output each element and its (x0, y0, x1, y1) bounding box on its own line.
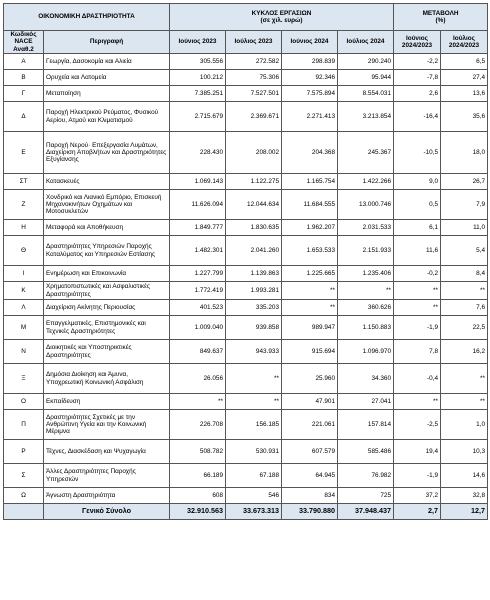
turnover-value: ** (170, 394, 226, 410)
header-period: Ιούλιος 2023 (226, 31, 282, 54)
turnover-value: 245.367 (338, 132, 394, 174)
change-value: ** (441, 364, 488, 394)
turnover-value: 208.002 (226, 132, 282, 174)
table-row (4, 132, 488, 174)
change-value: 22,5 (441, 316, 488, 340)
nace-code: Ν (4, 340, 44, 364)
turnover-value: 95.944 (338, 70, 394, 86)
nace-code: Μ (4, 316, 44, 340)
activity-description: Άλλες Δραστηριότητες Παροχής Υπηρεσιών (44, 464, 170, 488)
turnover-value: 34.360 (338, 364, 394, 394)
activity-description: Κατασκευές (44, 174, 170, 190)
header-change (394, 4, 488, 31)
change-value: 14,6 (441, 464, 488, 488)
turnover-value: 13.000.746 (338, 190, 394, 220)
total-value: 37.948.437 (338, 504, 394, 520)
turnover-value: 7.575.894 (282, 86, 338, 102)
nace-code: Σ (4, 464, 44, 488)
change-value: 5,4 (441, 236, 488, 266)
activity-description: Παροχή Ηλεκτρικού Ρεύματος, Φυσικού Αερίου, Ατμού και Κλιματισμού (44, 102, 170, 132)
change-value: 7,9 (441, 190, 488, 220)
turnover-value: 1.069.143 (170, 174, 226, 190)
change-value: ** (441, 282, 488, 300)
header-turnover-unit: (σε χιλ. ευρώ) (260, 17, 303, 24)
change-value: 7,8 (394, 340, 441, 364)
change-value: 2,6 (394, 86, 441, 102)
turnover-value: 943.933 (226, 340, 282, 364)
nace-code: Α (4, 54, 44, 70)
change-value: -16,4 (394, 102, 441, 132)
nace-code: Κ (4, 282, 44, 300)
change-value: -10,5 (394, 132, 441, 174)
turnover-value: 66.189 (170, 464, 226, 488)
change-value: ** (394, 282, 441, 300)
nace-code: Ω (4, 488, 44, 504)
table-row (4, 300, 488, 316)
turnover-value: 1.139.863 (226, 266, 282, 282)
table-row (4, 364, 488, 394)
activity-description: Τέχνες, Διασκέδαση και Ψυχαγωγία (44, 440, 170, 464)
turnover-value: 607.579 (282, 440, 338, 464)
header-turnover-title: ΚΥΚΛΟΣ ΕΡΓΑΣΙΩΝ (251, 9, 312, 17)
change-value: ** (394, 394, 441, 410)
turnover-value: 335.203 (226, 300, 282, 316)
change-value: 6,1 (394, 220, 441, 236)
activity-description: Χονδρικό και Λιανικό Εμπόριο, Επισκευή Μηχανοκινήτων Οχημάτων και Μοτοσυκλετών (44, 190, 170, 220)
change-value: 7,6 (441, 300, 488, 316)
turnover-value: 2.715.679 (170, 102, 226, 132)
turnover-value: 47.901 (282, 394, 338, 410)
turnover-value: ** (226, 364, 282, 394)
change-value: 1,0 (441, 410, 488, 440)
turnover-value: ** (226, 394, 282, 410)
table-row (4, 340, 488, 364)
turnover-value: 546 (226, 488, 282, 504)
turnover-value: 76.982 (338, 464, 394, 488)
turnover-value: 3.213.854 (338, 102, 394, 132)
turnover-value: 75.306 (226, 70, 282, 86)
change-value: -1,9 (394, 316, 441, 340)
table-row (4, 394, 488, 410)
nace-code: Ζ (4, 190, 44, 220)
change-value: -2,5 (394, 410, 441, 440)
turnover-value: 1.227.799 (170, 266, 226, 282)
turnover-value: 1.122.275 (226, 174, 282, 190)
turnover-value: 1.225.665 (282, 266, 338, 282)
turnover-value: 8.554.031 (338, 86, 394, 102)
table-row (4, 102, 488, 132)
header-period: Ιούλιος 2024 (338, 31, 394, 54)
header-period: Ιούνιος 2023 (170, 31, 226, 54)
total-label: Γενικό Σύνολο (44, 504, 170, 520)
turnover-value: 401.523 (170, 300, 226, 316)
turnover-value: 25.960 (282, 364, 338, 394)
turnover-value: 1.993.281 (226, 282, 282, 300)
header-change-title: ΜΕΤΑΒΟΛΗ (422, 9, 459, 17)
turnover-value: 360.626 (338, 300, 394, 316)
total-row (4, 504, 488, 520)
nace-code: Β (4, 70, 44, 86)
change-value: 13,6 (441, 86, 488, 102)
activity-description: Διαχείριση Ακίνητης Περιουσίας (44, 300, 170, 316)
turnover-value: 508.782 (170, 440, 226, 464)
turnover-value: 915.694 (282, 340, 338, 364)
change-value: -2,2 (394, 54, 441, 70)
table-row (4, 410, 488, 440)
turnover-value: 1.165.754 (282, 174, 338, 190)
nace-code: Π (4, 410, 44, 440)
table-row (4, 70, 488, 86)
turnover-value: 156.185 (226, 410, 282, 440)
activity-description: Διοικητικές και Υποστηρικτικές Δραστηριότητες (44, 340, 170, 364)
turnover-value: 585.486 (338, 440, 394, 464)
turnover-value: 221.061 (282, 410, 338, 440)
turnover-value: 305.556 (170, 54, 226, 70)
total-value: 32.910.563 (170, 504, 226, 520)
header-turnover (170, 4, 394, 31)
header-period: Ιούνιος 2024 (282, 31, 338, 54)
activity-description: Ενημέρωση και Επικοινωνία (44, 266, 170, 282)
change-value: 18,0 (441, 132, 488, 174)
turnover-table (3, 3, 488, 520)
turnover-value: 1.830.635 (226, 220, 282, 236)
table-row (4, 464, 488, 488)
turnover-value: 11.684.555 (282, 190, 338, 220)
activity-description: Μεταφορά και Αποθήκευση (44, 220, 170, 236)
turnover-value: 298.839 (282, 54, 338, 70)
turnover-value: 1.772.419 (170, 282, 226, 300)
table-row (4, 86, 488, 102)
turnover-value: 228.430 (170, 132, 226, 174)
nace-code: Ξ (4, 364, 44, 394)
total-value: 33.673.313 (226, 504, 282, 520)
turnover-value: 849.637 (170, 340, 226, 364)
turnover-value: 272.582 (226, 54, 282, 70)
turnover-value: 1.962.207 (282, 220, 338, 236)
table-row (4, 236, 488, 266)
table-row (4, 190, 488, 220)
change-value: 9,0 (394, 174, 441, 190)
change-value: -7,8 (394, 70, 441, 86)
turnover-value: 226.708 (170, 410, 226, 440)
change-value: 11,0 (441, 220, 488, 236)
turnover-value: 2.151.933 (338, 236, 394, 266)
total-change: 2,7 (394, 504, 441, 520)
turnover-value: 11.626.094 (170, 190, 226, 220)
change-value: 8,4 (441, 266, 488, 282)
table-row (4, 266, 488, 282)
table-row (4, 488, 488, 504)
turnover-value: 1.849.777 (170, 220, 226, 236)
nace-code: Ρ (4, 440, 44, 464)
table-row (4, 282, 488, 300)
activity-description: Δραστηριότητες Υπηρεσιών Παροχής Καταλύματος και Υπηρεσιών Εστίασης (44, 236, 170, 266)
header-activity: ΟΙΚΟΝΟΜΙΚΗ ΔΡΑΣΤΗΡΙΟΤΗΤΑ (4, 4, 170, 31)
turnover-value: 7.527.501 (226, 86, 282, 102)
turnover-value: 2.041.260 (226, 236, 282, 266)
turnover-value: 1.653.533 (282, 236, 338, 266)
table-row (4, 54, 488, 70)
change-value: ** (394, 300, 441, 316)
turnover-value: 27.041 (338, 394, 394, 410)
change-value: 32,8 (441, 488, 488, 504)
activity-description: Δραστηριότητες Σχετικές με την Ανθρώπινη Υγεία και την Κοινωνική Μέριμνα (44, 410, 170, 440)
nace-code: Η (4, 220, 44, 236)
table-row (4, 440, 488, 464)
turnover-value: ** (338, 282, 394, 300)
activity-description: Ορυχεία και Λατομεία (44, 70, 170, 86)
header-change-period: Ιούλιος 2024/2023 (441, 31, 488, 54)
header-code: Κωδικός NACE Αναθ.2 (4, 31, 44, 54)
activity-description: Επαγγελματικές, Επιστημονικές και Τεχνικές Δραστηριότητες (44, 316, 170, 340)
activity-description: Μεταποίηση (44, 86, 170, 102)
change-value: -0,2 (394, 266, 441, 282)
turnover-value: 92.346 (282, 70, 338, 86)
turnover-value: 64.945 (282, 464, 338, 488)
table-row (4, 220, 488, 236)
nace-code: Ι (4, 266, 44, 282)
turnover-value: 989.947 (282, 316, 338, 340)
turnover-value: 7.385.251 (170, 86, 226, 102)
turnover-value: ** (282, 300, 338, 316)
turnover-value: 1.235.406 (338, 266, 394, 282)
change-value: 11,6 (394, 236, 441, 266)
total-code (4, 504, 44, 520)
change-value: -1,9 (394, 464, 441, 488)
change-value: 37,2 (394, 488, 441, 504)
total-change: 12,7 (441, 504, 488, 520)
turnover-value: 100.212 (170, 70, 226, 86)
activity-description: Δημόσια Διοίκηση και Άμυνα, Υποχρεωτική Κοινωνική Ασφάλιση (44, 364, 170, 394)
nace-code: Ο (4, 394, 44, 410)
change-value: 16,2 (441, 340, 488, 364)
table-row (4, 174, 488, 190)
turnover-value: 608 (170, 488, 226, 504)
change-value: 6,5 (441, 54, 488, 70)
turnover-value: 1.422.266 (338, 174, 394, 190)
activity-description: Άγνωστη Δραστηριότητα (44, 488, 170, 504)
change-value: -0,4 (394, 364, 441, 394)
header-description: Περιγραφή (44, 31, 170, 54)
turnover-value: 204.368 (282, 132, 338, 174)
change-value: 10,3 (441, 440, 488, 464)
activity-description: Γεωργία, Δασοκομία και Αλιεία (44, 54, 170, 70)
turnover-value: 939.858 (226, 316, 282, 340)
turnover-value: 1.096.970 (338, 340, 394, 364)
header-change-unit: (%) (435, 17, 446, 24)
turnover-value: 2.031.533 (338, 220, 394, 236)
turnover-value: 1.009.040 (170, 316, 226, 340)
turnover-value: 2.271.413 (282, 102, 338, 132)
turnover-value: 2.369.671 (226, 102, 282, 132)
change-value: 35,6 (441, 102, 488, 132)
change-value: 27,4 (441, 70, 488, 86)
turnover-value: ** (282, 282, 338, 300)
activity-description: Παροχή Νερού· Επεξεργασία Λυμάτων, Διαχείριση Αποβλήτων και Δραστηριότητες Εξυγίανσης (44, 132, 170, 174)
change-value: 19,4 (394, 440, 441, 464)
nace-code: Ε (4, 132, 44, 174)
nace-code: Γ (4, 86, 44, 102)
activity-description: Εκπαίδευση (44, 394, 170, 410)
nace-code: Δ (4, 102, 44, 132)
total-value: 33.790.880 (282, 504, 338, 520)
header-change-period: Ιούνιος 2024/2023 (394, 31, 441, 54)
turnover-value: 1.482.301 (170, 236, 226, 266)
turnover-value: 290.240 (338, 54, 394, 70)
turnover-value: 157.814 (338, 410, 394, 440)
turnover-value: 530.931 (226, 440, 282, 464)
turnover-value: 12.044.634 (226, 190, 282, 220)
nace-code: Λ (4, 300, 44, 316)
table-row (4, 316, 488, 340)
turnover-value: 1.150.883 (338, 316, 394, 340)
change-value: ** (441, 394, 488, 410)
turnover-value: 834 (282, 488, 338, 504)
turnover-value: 67.188 (226, 464, 282, 488)
nace-code: ΣΤ (4, 174, 44, 190)
nace-code: Θ (4, 236, 44, 266)
change-value: 26,7 (441, 174, 488, 190)
turnover-value: 26.056 (170, 364, 226, 394)
activity-description: Χρηματοπιστωτικές και Ασφαλιστικές Δραστηριότητες (44, 282, 170, 300)
turnover-value: 725 (338, 488, 394, 504)
change-value: 0,5 (394, 190, 441, 220)
